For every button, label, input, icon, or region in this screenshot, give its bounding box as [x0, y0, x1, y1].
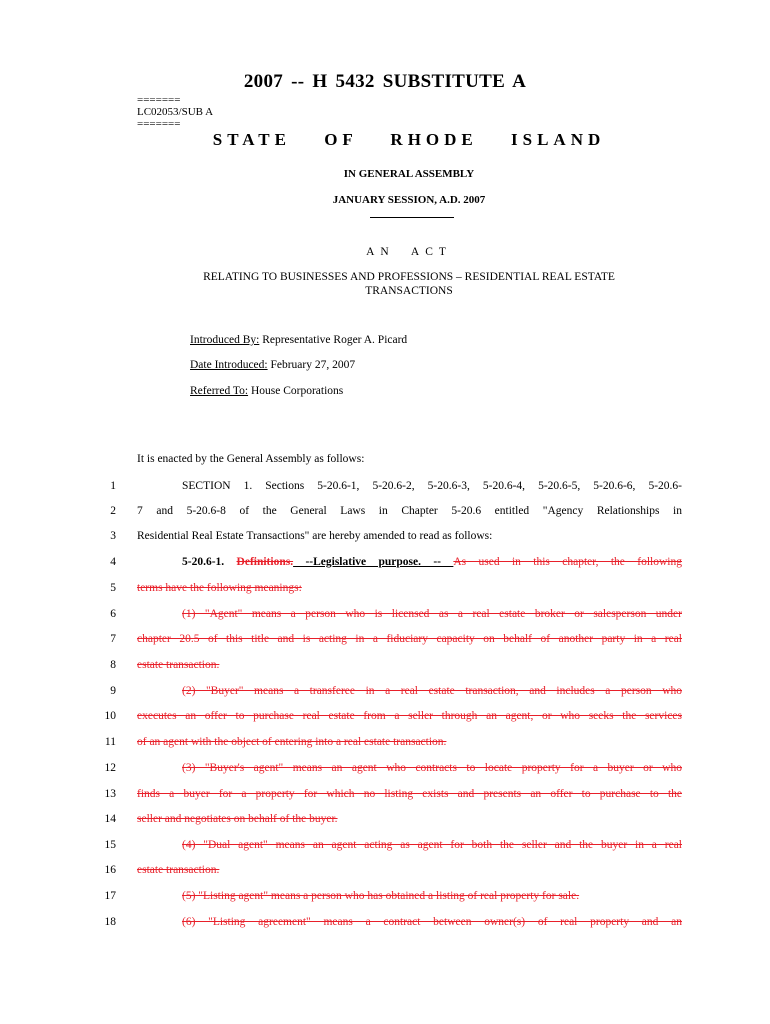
deleted-line: finds a buyer for a property for which no listing exists and presents an offer to purchase to the [137, 788, 682, 800]
line-number: 2 [110, 505, 116, 517]
referred-value: House Corporations [248, 385, 344, 397]
deleted-line: estate transaction. [137, 864, 220, 876]
line-number: 16 [104, 864, 116, 876]
introduced-by-label: Introduced By: [190, 334, 260, 346]
deleted-line: terms have the following meanings: [137, 582, 302, 594]
line-number: 10 [104, 710, 116, 722]
date-introduced [190, 359, 355, 371]
introduced-by [190, 334, 407, 346]
line-number: 8 [110, 659, 116, 671]
line-number: 6 [110, 608, 116, 620]
deleted-line: (3) "Buyer's agent" means an agent who contracts to locate property for a buyer or who [182, 762, 682, 774]
line-number: 1 [110, 480, 116, 492]
assembly-heading: IN GENERAL ASSEMBLY [343, 168, 475, 180]
line-number: 9 [110, 685, 116, 697]
code-rule-bottom: ======= [137, 118, 181, 130]
line-number: 12 [104, 762, 116, 774]
lc-code: LC02053/SUB A [137, 106, 214, 118]
referred-label: Referred To: [190, 385, 249, 397]
deleted-line: (4) "Dual agent" means an agent acting as agent for both the seller and the buyer in a real [182, 839, 682, 851]
deleted-line: (2) "Buyer" means a transferee in a real estate transaction, and includes a person who [182, 685, 682, 697]
heading-divider [370, 217, 454, 218]
line-number: 13 [104, 788, 116, 800]
inserted-heading: --Legislative purpose. -- [293, 556, 454, 568]
bill-title: 2007 -- H 5432 SUBSTITUTE A [243, 71, 527, 92]
deleted-line: (6) "Listing agreement" means a contract between owner(s) of real property and an [182, 916, 682, 928]
line-number: 11 [104, 736, 116, 748]
session-heading: JANUARY SESSION, A.D. 2007 [332, 194, 486, 206]
deleted-line: executes an offer to purchase real estate from a seller through an agent, or who seeks the services [137, 710, 682, 722]
body-line: SECTION 1. Sections 5-20.6-1, 5-20.6-2, 5-20.6-3, 5-20.6-4, 5-20.6-5, 5-20.6-6, 5-20.6- [182, 480, 682, 492]
line-number: 4 [110, 556, 116, 568]
line-number: 3 [110, 530, 116, 542]
deleted-line: (1) "Agent" means a person who is licensed as a real estate broker or salesperson under [182, 608, 682, 620]
line-number: 15 [104, 839, 116, 851]
deleted-line: chapter 20.5 of this title and is acting in a fiduciary capacity on behalf of another party in a real [137, 633, 682, 645]
deleted-line: seller and negotiates on behalf of the buyer. [137, 813, 338, 825]
body-line: Residential Real Estate Transactions" are hereby amended to read as follows: [137, 530, 493, 542]
date-value: February 27, 2007 [267, 359, 356, 371]
date-label: Date Introduced: [190, 359, 268, 371]
deleted-line: of an agent with the object of entering into a real estate transaction. [137, 736, 447, 748]
line-number: 7 [110, 633, 116, 645]
section-heading-line [137, 556, 682, 568]
state-heading: STATE OF RHODE ISLAND [212, 130, 606, 149]
section-number: 5-20.6-1. [182, 556, 237, 568]
deleted-line: (5) "Listing agent" means a person who has obtained a listing of real property for sale. [182, 890, 580, 902]
referred-to [190, 385, 343, 397]
line-number: 18 [104, 916, 116, 928]
deleted-text: As used in this chapter, the following [453, 556, 682, 568]
line-number: 5 [110, 582, 116, 594]
deleted-line: estate transaction. [137, 659, 220, 671]
code-rule-top: ======= [137, 94, 181, 106]
body-line: 7 and 5-20.6-8 of the General Laws in Chapter 5-20.6 entitled "Agency Relationships in [137, 505, 682, 517]
introduced-by-value: Representative Roger A. Picard [259, 334, 408, 346]
subject-line-2: TRANSACTIONS [365, 285, 453, 297]
act-heading: AN ACT [366, 246, 452, 258]
line-number: 17 [104, 890, 116, 902]
deleted-heading: Definitions. [236, 556, 294, 568]
line-number: 14 [104, 813, 116, 825]
subject-line-1: RELATING TO BUSINESSES AND PROFESSIONS – RESIDENTIAL REAL ESTATE [203, 271, 615, 283]
enacting-clause: It is enacted by the General Assembly as follows: [137, 453, 365, 465]
